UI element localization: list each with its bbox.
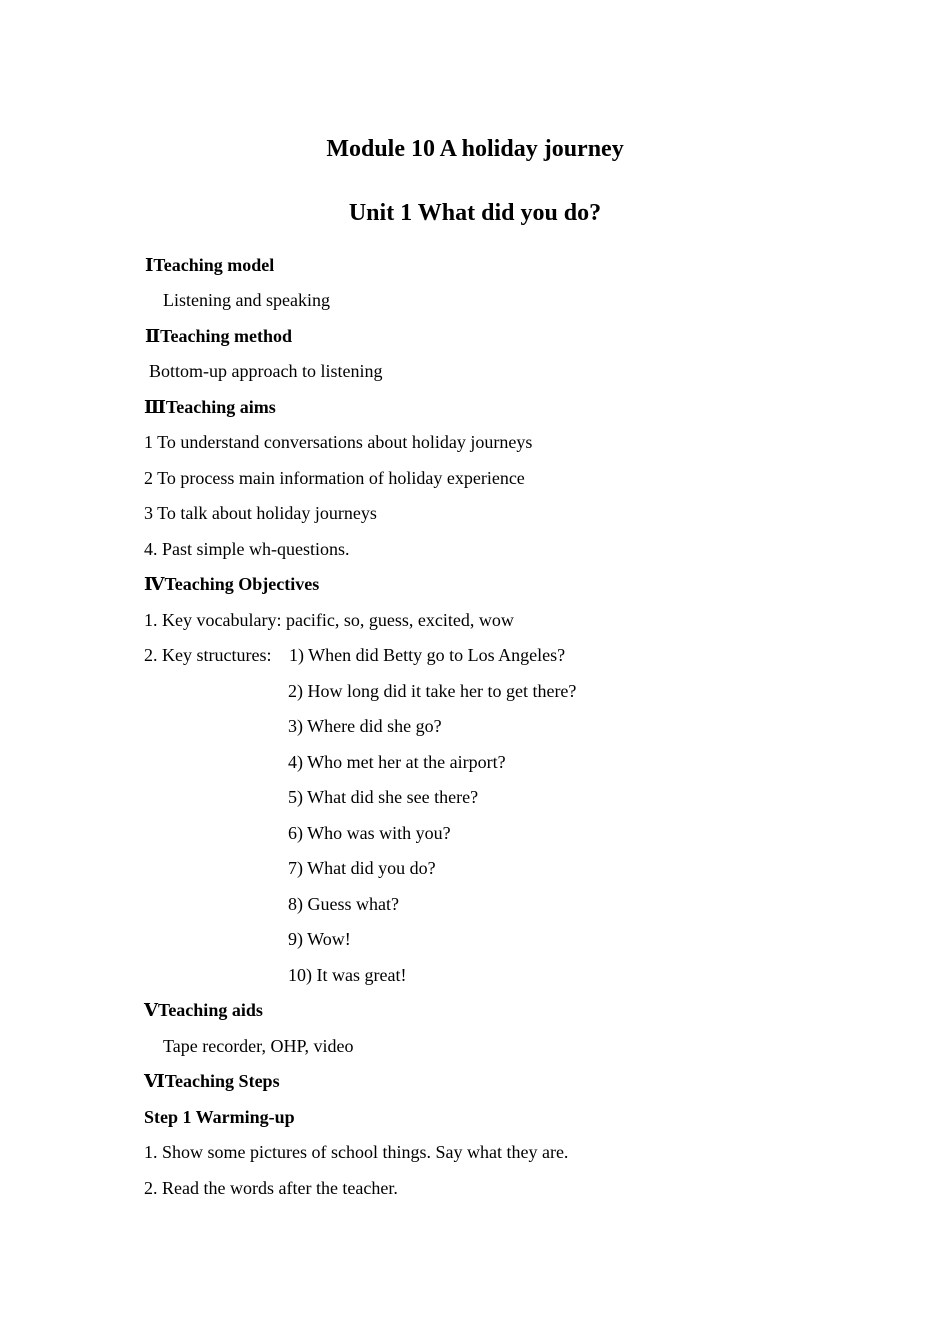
key-vocabulary: 1. Key vocabulary: pacific, so, guess, excited, wow [144,610,514,630]
section-heading-text: Teaching method [160,326,293,346]
step-item: 1. Show some pictures of school things. Say what they are. [144,1142,569,1162]
section-numeral: Ⅱ [145,326,161,346]
section-heading-teaching-objectives [144,573,319,595]
section-numeral: Ⅰ [145,255,154,275]
teaching-method-content: Bottom-up approach to listening [149,361,383,381]
structure-item: 7) What did you do? [288,858,436,878]
section-heading-text: Teaching model [153,255,275,275]
document-subtitle: Unit 1 What did you do? [348,200,602,226]
structure-item: 4) Who met her at the airport? [288,752,506,772]
aims-item: 3 To talk about holiday journeys [144,503,377,523]
section-numeral: Ⅴ [144,1000,158,1020]
section-heading-text: Teaching aids [157,1000,263,1020]
aims-item: 2 To process main information of holiday experience [144,468,525,488]
section-numeral: Ⅳ [144,574,165,594]
section-heading-teaching-aids [144,999,263,1021]
structure-item: 1) When did Betty go to Los Angeles? [289,645,566,665]
section-numeral: Ⅵ [144,1071,165,1091]
section-heading-text: Teaching Objectives [164,574,320,594]
section-heading-text: Teaching aims [165,397,276,417]
step-heading: Step 1 Warming-up [144,1107,295,1127]
aims-item: 1 To understand conversations about holiday journeys [144,432,533,452]
section-numeral: Ⅲ [144,397,166,417]
structure-item: 6) Who was with you? [288,823,451,843]
key-structures-label: 2. Key structures: [144,645,272,665]
teaching-model-content: Listening and speaking [163,290,330,310]
structure-item: 9) Wow! [288,929,351,949]
step-item: 2. Read the words after the teacher. [144,1178,398,1198]
section-heading-teaching-method [145,325,292,347]
teaching-aids-content: Tape recorder, OHP, video [163,1036,354,1056]
section-heading-text: Teaching Steps [164,1071,280,1091]
section-heading-teaching-aims [144,396,276,418]
structure-item: 2) How long did it take her to get there? [288,681,577,701]
structure-item: 5) What did she see there? [288,787,479,807]
section-heading-teaching-steps [144,1070,280,1092]
structure-item: 3) Where did she go? [288,716,442,736]
aims-item: 4. Past simple wh-questions. [144,539,350,559]
section-heading-teaching-model [145,254,274,276]
document-title: Module 10 A holiday journey [326,136,624,162]
structure-item: 10) It was great! [288,965,407,985]
structure-item: 8) Guess what? [288,894,399,914]
